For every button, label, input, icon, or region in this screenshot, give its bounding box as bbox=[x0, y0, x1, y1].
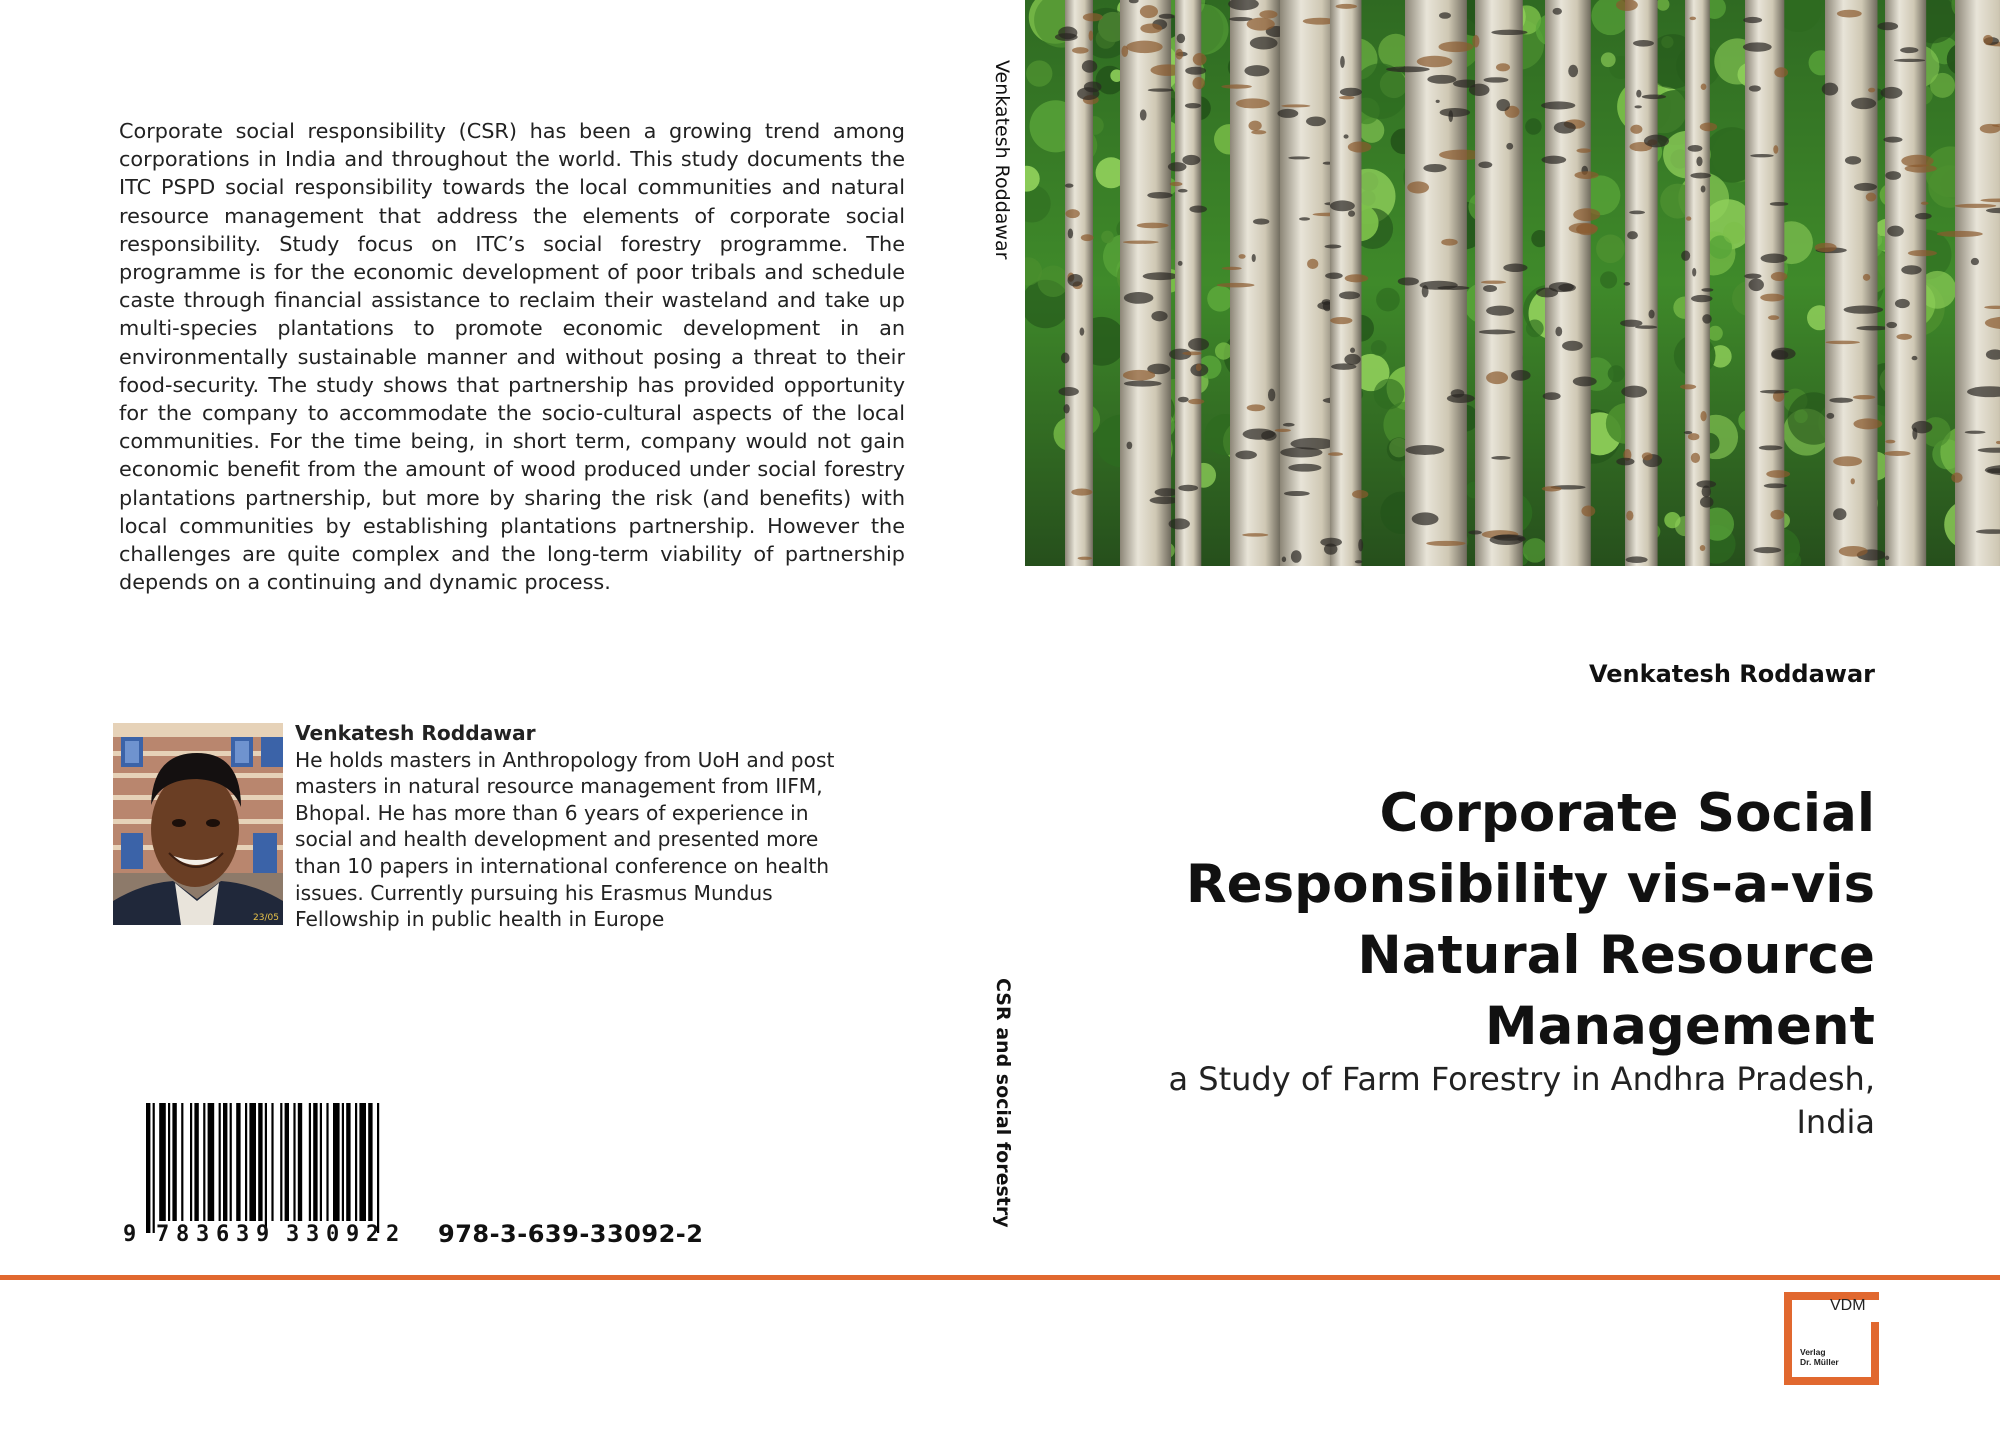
bio-text: He holds masters in Anthropology from UoH and post masters in natural resource management from IIFM, Bhopal. He has more than 6 years of experience in social and health development and presented more than 10 papers in international conference on health issues. Currently pursuing his Erasmus Mundus Fellowship in public health in Europe bbox=[295, 747, 835, 932]
cover-title-line: Natural Resource bbox=[1357, 925, 1875, 986]
barcode-digit: 6 bbox=[216, 1222, 230, 1247]
publisher-logo bbox=[1784, 1292, 1879, 1385]
barcode-digit: 7 bbox=[156, 1222, 170, 1247]
barcode-digit: 3 bbox=[286, 1222, 300, 1247]
barcode bbox=[146, 1103, 408, 1233]
photo-date-stamp: 23/05 bbox=[253, 913, 279, 923]
cover-title-line: Corporate Social bbox=[1379, 783, 1875, 844]
barcode-digit: 8 bbox=[176, 1222, 190, 1247]
cover-photo-birch-forest bbox=[1025, 0, 2000, 566]
orange-divider bbox=[0, 1275, 2000, 1280]
cover-subtitle-line: India bbox=[1796, 1103, 1875, 1141]
verlag-line: Dr. Müller bbox=[1800, 1357, 1839, 1367]
author-photo bbox=[113, 723, 283, 925]
barcode-digit: 3 bbox=[236, 1222, 250, 1247]
cover-author: Venkatesh Roddawar bbox=[1589, 660, 1875, 688]
cover-title-line: Management bbox=[1484, 996, 1875, 1057]
spine-title: CSR and social forestry bbox=[992, 978, 1014, 1228]
barcode-digit: 2 bbox=[366, 1222, 380, 1247]
barcode-digit: 3 bbox=[306, 1222, 320, 1247]
barcode-digit: 9 bbox=[346, 1222, 360, 1247]
spine-author: Venkatesh Roddawar bbox=[991, 60, 1013, 260]
barcode-digit: 0 bbox=[326, 1222, 340, 1247]
cover-subtitle bbox=[1115, 1058, 1875, 1144]
publisher-logo-text: VDM bbox=[1830, 1297, 1866, 1314]
bio-author-name: Venkatesh Roddawar bbox=[295, 721, 536, 745]
verlag-line: Verlag bbox=[1800, 1347, 1826, 1357]
cover-title-line: Responsibility vis-a-vis bbox=[1185, 854, 1875, 915]
barcode-digits bbox=[123, 1222, 413, 1254]
barcode-digit: 2 bbox=[386, 1222, 400, 1247]
back-cover-blurb: Corporate social responsibility (CSR) has been a growing trend among corporations in India and throughout the world. This study documents the ITC PSPD social responsibility towards the local communities and natural resource management that address the elements of corporate social responsibility. Study focus on ITC’s social forestry programme. The programme is for the economic development of poor tribals and schedule caste through financial assistance to reclaim their wasteland and take up multi-species plantations to promote economic development in an environmentally sustainable manner and without posing a threat to their food-security. The study shows that partnership has provided opportunity for the company to accommodate the socio-cultural aspects of the local communities. For the time being, in short term, company would not gain economic benefit from the amount of wood produced under social forestry plantations partnership, but more by sharing the risk (and benefits) with local communities by establishing plantations partnership. However the challenges are quite complex and the long-term viability of partnership depends on a continuing and dynamic process. bbox=[119, 119, 905, 595]
barcode-digit: 9 bbox=[123, 1222, 137, 1247]
author-bio-block bbox=[295, 720, 855, 933]
cover-subtitle-line: a Study of Farm Forestry in Andhra Pradesh, bbox=[1168, 1060, 1875, 1098]
barcode-digit: 9 bbox=[256, 1222, 270, 1247]
isbn-number: 978-3-639-33092-2 bbox=[438, 1220, 704, 1248]
barcode-digit: 3 bbox=[196, 1222, 210, 1247]
publisher-verlag-text bbox=[1800, 1347, 1839, 1367]
cover-title bbox=[1095, 778, 1875, 1062]
